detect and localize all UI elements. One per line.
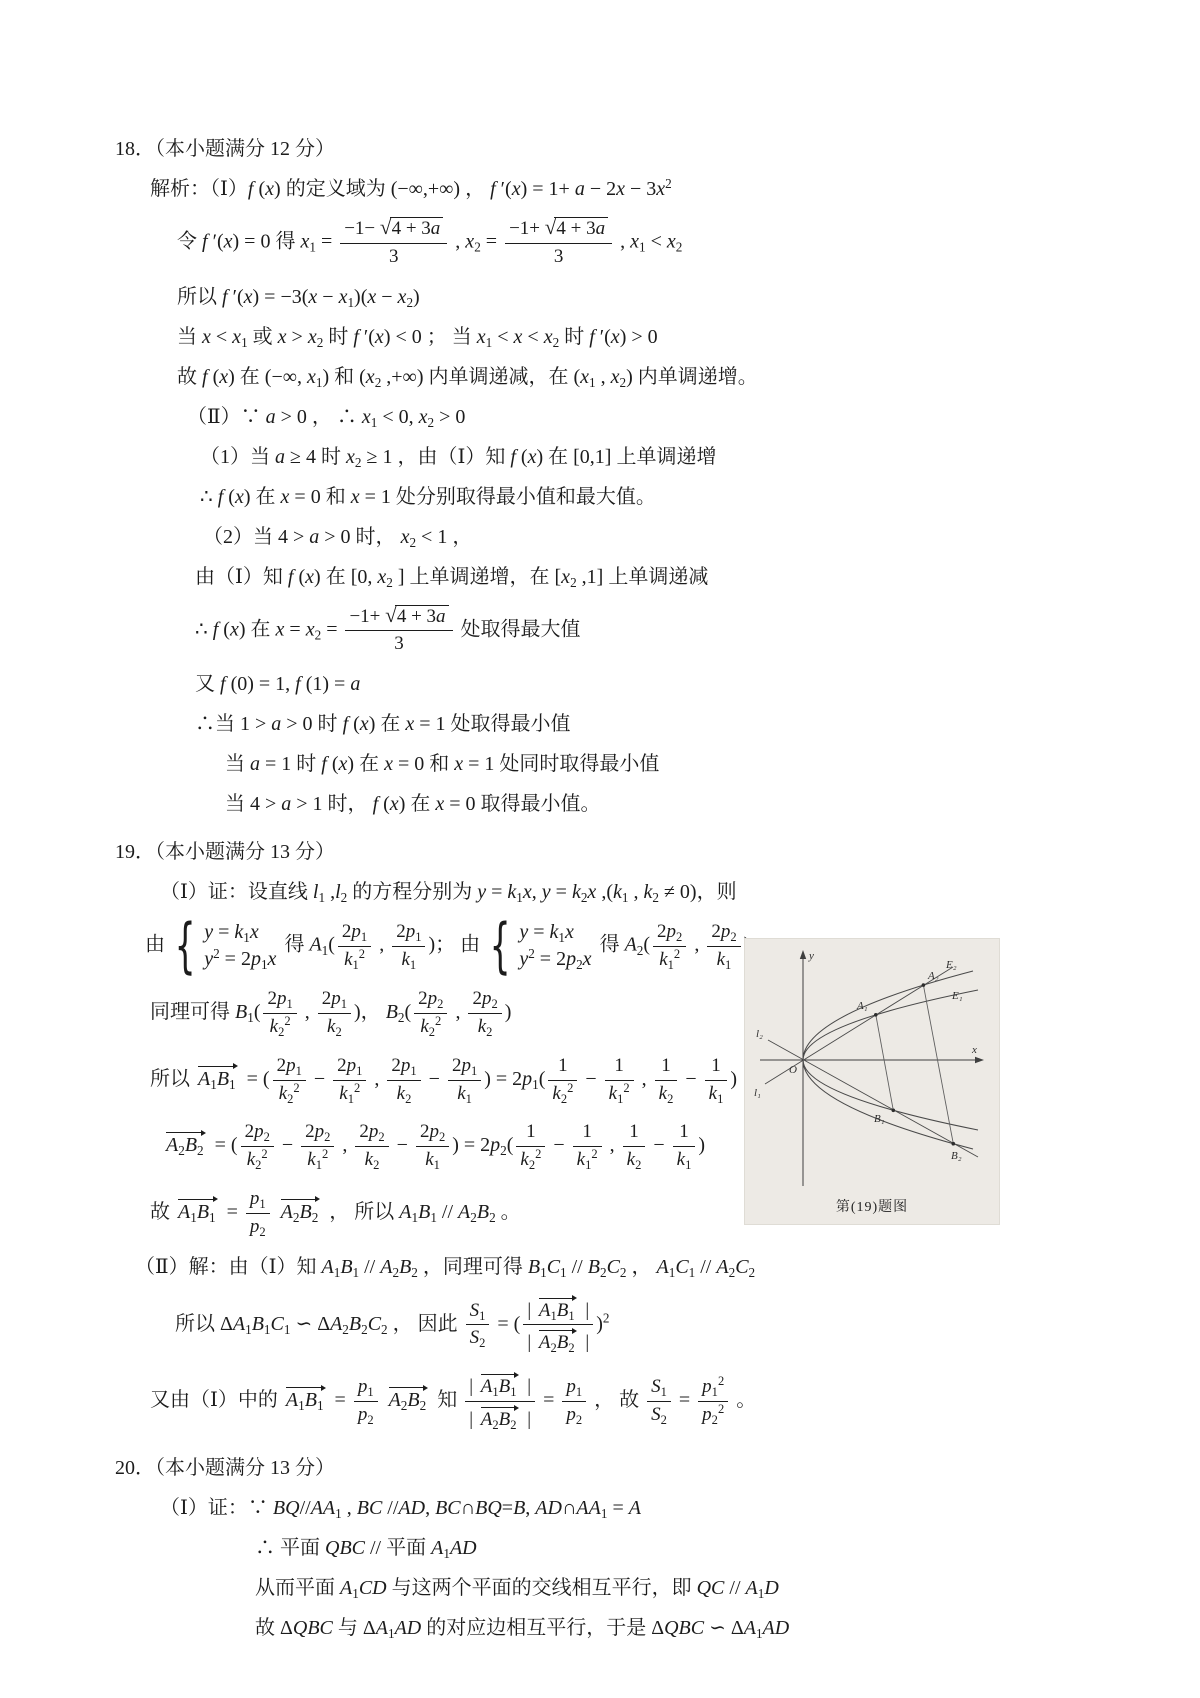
point-b1 [892,1109,896,1113]
solution-line: 从而平面 $A_1CD$ 与这两个平面的交线相互平行，即 QC // $A_1D$ [255,1576,779,1601]
solution-line: $A_2B_2$ = ( $\frac{2p_2}{k_2^2}$ − $\frac{2p_2}{k_1^2}$ , $\frac{2p_2}{k_2}$ − $\frac{2p_2}{k_1}$ ) = $2p_2$( $\frac{1}{k_2^2}$ − $\frac{1}{k_1^2}$ , $\frac{1}{k_2}$ − $\frac{1}{k_1}$ ) [166,1121,705,1173]
solution-line: 当 4 > a > 1 时， f (x) 在 x = 0 取得最小值。 [225,793,601,816]
solution-line: （Ⅱ）解：由（Ⅰ）知 $A_1B_1 // A_2B_2$ ，同理可得 $B_1C_1 // B_2C_2$ ， $A_1C_1 // A_2C_2$ [135,1255,756,1280]
solution-line: 令 f ′(x) = 0 得 $x_1$ = $\frac{-1- √4 + 3a}{3}$ , $x_2$ = $\frac{-1+ √4 + 3a}{3}$ , $x_1 < x_2$ [177,215,683,267]
line-l2 [768,1040,978,1157]
label-b1: B₁ [874,1113,885,1126]
y-axis-arrow-icon [800,950,806,959]
point-b2 [952,1142,956,1146]
label-e1: E₁ [952,990,963,1003]
solution-line: （1）当 a ≥ 4 时 $x_2 \ge 1$ ，由（Ⅰ）知 f (x) 在 [0,1] 上单调递增 [200,445,717,470]
solution-line: ∴ 平面 QBC // 平面 $A_1AD$ [255,1536,477,1561]
solution-line: 所以 $A_1B_1$ = ( $\frac{2p_1}{k_2^2}$ − $\frac{2p_1}{k_1^2}$ , $\frac{2p_1}{k_2}$ − $\frac{2p_1}{k_1}$ ) = $2p_1$( $\frac{1}{k_2^2}$ − $\frac{1}{k_1^2}$ , $\frac{1}{k_2}$ − $\frac{1}{k_1}$ ) [150,1054,737,1106]
solution-line: 解析：（Ⅰ）f (x) 的定义域为 (−∞,+∞) ， f $'(x) = 1+ a - 2x - 3x^2$ [150,175,672,200]
problem-20-solution [115,1453,1110,1643]
solution-line: 所以 $\Delta A_1B_1C_1$ ∽ $\Delta A_2B_2C_2$ ， 因此 $\frac{S_1}{S_2}$ = ( $\frac{| A_1B_1 |}{| A_2B_2 |}$ )$^2$ [175,1292,1110,1359]
problem-heading: 20．（本小题满分 13 分） [115,1456,335,1479]
solution-line: 当 $x < x_1$ 或 $x > x_2$ 时 f ′(x) < 0 ； 当 $x_1 < x < x_2$ 时 f ′(x) > 0 [177,325,658,350]
solution-line: ∴当 1 > a > 0 时 f (x) 在 x = 1 处取得最小值 [195,713,571,736]
problem-19-diagram [748,942,990,1192]
problem-19-solution [115,837,1110,1435]
solution-line: 所以 f $'(x) = -3(x - x_1)(x - x_2)$ [177,285,420,310]
problem-heading: 19．（本小题满分 13 分） [115,841,335,864]
point-a2 [922,983,926,987]
segment-a2b2 [923,985,953,1144]
x-axis-arrow-icon [975,1057,984,1063]
solution-line: 故 f (x) 在 (−∞, $x_1$) 和 ($x_2$ ,+∞) 内单调递减，在 ($x_1$ , $x_2$) 内单调递增。 [177,365,758,390]
problem-19-figure [745,939,999,1224]
label-origin: O [789,1064,797,1077]
solution-line: 又由（Ⅰ）中的 $A_1B_1$ = $\frac{p_1}{p_2}$ $A_2B_2$ 知 $\frac{| A_1B_1 |}{| A_2B_2 |}$ = $\frac{p_1}{p_2}$ ， 故 $\frac{S_1}{S_2}$ = $\frac{p_1^2}{p_2^2}$ 。 [150,1368,1110,1435]
solution-line: 同理可得 $B_1$( $\frac{2p_1}{k_2^2}$ , $\frac{2p_1}{k_2}$ )， $B_2$( $\frac{2p_2}{k_2^2}$ , $\frac{2p_2}{k_2}$ ) [150,988,512,1039]
problem-18-solution [115,134,1110,819]
solution-line: （Ⅰ）证：设直线 $l_1$ $,l_2$ 的方程分别为 $y = k_1x$, $y = k_2x$ $,(k_1$ , $k_2 \ne 0$)，则 [160,881,737,906]
solution-line: 故 ΔQBC 与 $\Delta A_1AD$ 的对应边相互平行，于是 ΔQBC ∽ $\Delta A_1AD$ [255,1616,790,1641]
segment-a1b1 [876,1015,894,1111]
solution-line: （2）当 4 > a > 0 时， $x_2 < 1$ ， [203,525,473,550]
figure-caption: 第(19)题图 [835,1200,909,1216]
label-a1: A₁ [857,1000,868,1013]
solution-line: ∴ f (x) 在 $x = x_2$ = $\frac{-1+ √4 + 3a}{3}$ 处取得最大值 [195,602,581,655]
label-l2: l₂ [756,1028,763,1041]
solution-line: 又 f (0) = 1, f (1) = a [195,673,361,696]
label-x-axis: x [972,1044,977,1057]
label-l1: l₁ [754,1087,761,1100]
problem-heading: 18．（本小题满分 12 分） [115,138,335,160]
label-y-axis: y [809,950,814,963]
label-e2: E₂ [946,959,957,972]
solution-line: （Ⅱ）∵ a > 0 ， ∴ $x_1 < 0$, $x_2 > 0$ [187,405,466,430]
solution-line: 由 { $y = k_1x$ $y^2 = 2p_1x$ 得 $A_1$( $\frac{2p_1}{k_1^2}$ , $\frac{2p_1}{k_1}$ )； 由 { $y = k_1x$ $y^2 = 2p_2x$ 得 $A_2$( $\frac{2p_2}{k_1^2}$ , $\frac{2p_2}{k_1}$ [145,917,1110,975]
solution-line: ∴ f (x) 在 x = 0 和 x = 1 处分别取得最小值和最大值。 [200,485,656,508]
point-a1 [874,1013,878,1017]
label-a2: A₂ [928,970,939,983]
solution-line: 由（Ⅰ）知 f (x) 在 [0, $x_2$ ] 上单调递增，在 [$x_2$ ,1] 上单调递减 [195,565,709,590]
solution-line: （Ⅰ）证：∵ $BQ//AA_1$ , BC //AD, BC∩BQ=B, $AD\cap AA_1 = A$ [160,1496,641,1521]
label-b2: B₂ [951,1150,962,1163]
solution-line: 当 a = 1 时 f (x) 在 x = 0 和 x = 1 处同时取得最小值 [225,753,660,776]
solution-line: 故 $A_1B_1$ = $\frac{p_1}{p_2}$ $A_2B_2$ ， 所以 $A_1B_1 // A_2B_2$ 。 [150,1187,521,1239]
